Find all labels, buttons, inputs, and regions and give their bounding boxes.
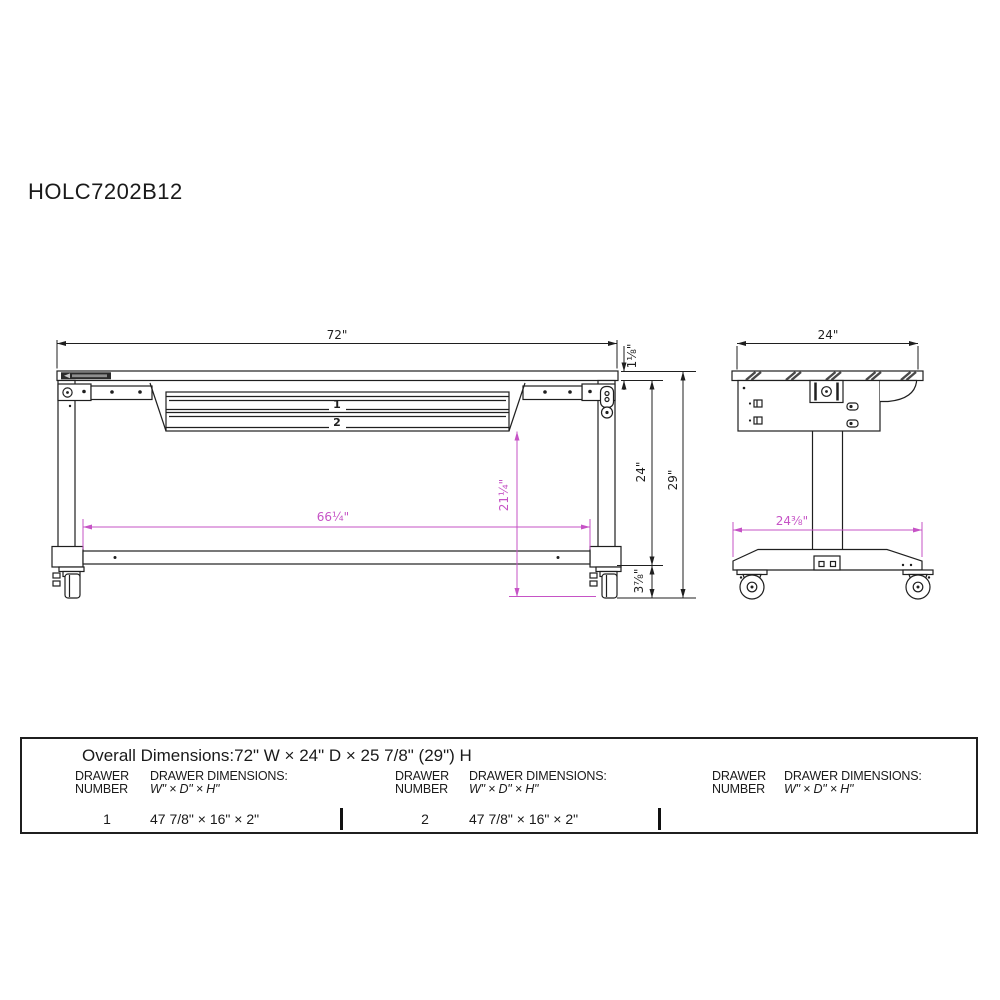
model-number: HOLC7202B12 bbox=[28, 179, 183, 204]
drawer-1-number: 1 bbox=[103, 811, 111, 827]
dim-front-width: 72" bbox=[326, 328, 348, 342]
drawer-2-number: 2 bbox=[421, 811, 429, 827]
front-right-rail bbox=[523, 386, 582, 400]
dim-base-depth: 24⅜" bbox=[775, 514, 809, 528]
table-separator-2 bbox=[658, 808, 661, 830]
drawer-number-header-2: DRAWER NUMBER bbox=[395, 769, 449, 796]
dim-caster-height: 3⅞" bbox=[632, 568, 646, 594]
front-left-foot bbox=[52, 547, 83, 568]
spec-table bbox=[20, 737, 978, 834]
front-left-rail bbox=[91, 386, 152, 400]
front-left-leg bbox=[58, 381, 75, 548]
drawer-dimensions-header-3: DRAWER DIMENSIONS: W" × D" × H" bbox=[784, 769, 922, 796]
table-separator-1 bbox=[340, 808, 343, 830]
drawer-2-dimensions: 47 7/8" × 16" × 2" bbox=[469, 811, 579, 827]
overall-dimensions-value: 72" W × 24" D × 25 7/8" (29") H bbox=[234, 746, 472, 765]
crank-socket-bracket bbox=[810, 381, 843, 403]
overall-dimensions-line bbox=[82, 746, 472, 766]
dim-underside-height: 21¼" bbox=[497, 478, 511, 512]
drawer-2-label: 2 bbox=[333, 416, 341, 429]
dim-inner-width: 66¼" bbox=[316, 510, 350, 524]
overall-dimensions-label: Overall Dimensions: bbox=[82, 746, 235, 765]
side-view-dimension-lines bbox=[737, 344, 918, 370]
side-front-caster bbox=[737, 570, 767, 599]
drawer-number-header-1: DRAWER NUMBER bbox=[75, 769, 129, 796]
crank-hinge bbox=[601, 387, 614, 419]
drawer-1-label: 1 bbox=[333, 398, 341, 411]
front-left-caster bbox=[53, 567, 84, 598]
side-support-bracket bbox=[880, 381, 917, 402]
drawer-1-dimensions: 47 7/8" × 16" × 2" bbox=[150, 811, 260, 827]
side-view bbox=[732, 371, 933, 599]
front-right-foot bbox=[590, 547, 621, 568]
side-rear-caster bbox=[903, 570, 933, 599]
drawer-dimensions-header-1: DRAWER DIMENSIONS: W" × D" × H" bbox=[150, 769, 288, 796]
front-right-caster bbox=[590, 567, 621, 598]
dim-side-depth: 24" bbox=[817, 328, 839, 342]
dim-top-thickness: 1⅛" bbox=[625, 343, 639, 369]
front-stretcher-bar bbox=[83, 551, 590, 564]
dim-leg-height: 24" bbox=[634, 461, 648, 483]
drawer-dimensions-header-2: DRAWER DIMENSIONS: W" × D" × H" bbox=[469, 769, 607, 796]
drawer-number-header-3: DRAWER NUMBER bbox=[712, 769, 766, 796]
dim-overall-height: 29" bbox=[666, 469, 680, 491]
front-tabletop bbox=[57, 371, 618, 381]
